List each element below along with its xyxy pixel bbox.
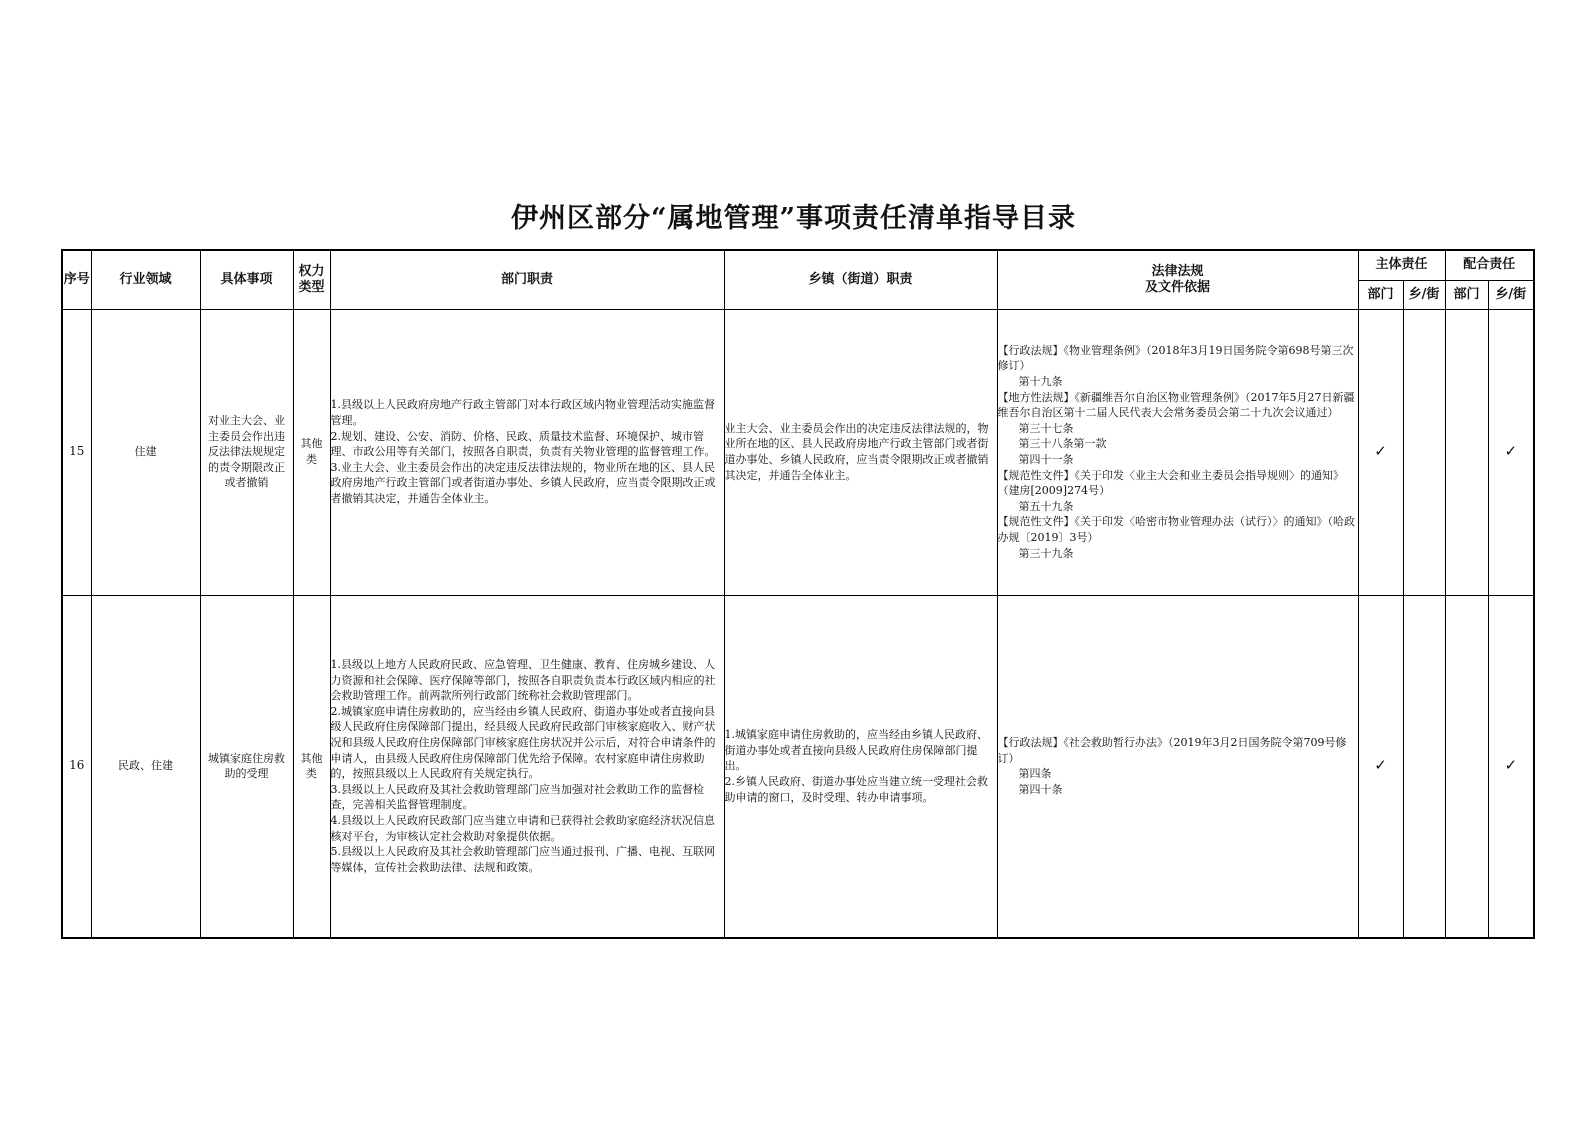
header-coop-dept: 部门 xyxy=(1445,280,1488,309)
row-dept-duty: 1.县级以上地方人民政府民政、应急管理、卫生健康、教育、住房城乡建设、人力资源和社会保障、医疗保障等部门，按照各自职责负责本行政区域内相应的社会救助管理工作。前两款所列行政部门统称社会救助管理部门。 2.城镇家庭申请住房救助的，应当经由乡镇人民政府、街道办事处或者直接向县级人民政府住房保障部门提出，经县级人民政府民政部门审核家庭收入、财产状况和县级人民政府住房保障部门审核家庭住房状况并公示后，对符合申请条件的申请人，由县级人民政府住房保障部门优先给予保障。农村家庭申请住房救助的，按照县级以上人民政府有关规定执行。 3.县级以上人民政府及其社会救助管理部门应当加强对社会救助工作的监督检查，完善相关监督管理制度。 4.县级以上人民政府民政部门应当建立申请和已获得社会救助家庭经济状况信息核对平台，为审核认定社会救助对象提供依据。 5.县级以上人民政府及其社会救助管理部门应当通过报刊、广播、电视、互联网等媒体，宣传社会救助法律、法规和政策。 xyxy=(330,595,724,938)
table-row xyxy=(62,309,1534,595)
page-title: 伊州区部分“属地管理”事项责任清单指导目录 xyxy=(510,203,1077,234)
row-seq: 16 xyxy=(62,595,91,938)
row-town-duty: 1.城镇家庭申请住房救助的，应当经由乡镇人民政府、街道办事处或者直接向县级人民政府住房保障部门提出。 2.乡镇人民政府、街道办事处应当建立统一受理社会救助申请的窗口，及时受理、转办申请事项。 xyxy=(724,595,997,938)
row-coop-dept-check xyxy=(1445,595,1488,938)
header-seq: 序号 xyxy=(62,250,91,309)
row-item: 对业主大会、业主委员会作出违反法律法规规定的责令期限改正或者撤销 xyxy=(200,309,293,595)
header-law xyxy=(997,250,1358,309)
row-law: 【行政法规】《物业管理条例》（2018年3月19日国务院令第698号第三次修订） 第十九条 【地方性法规】《新疆维吾尔自治区物业管理条例》（2017年5月27日新疆维吾尔自治区第十二届人民代表大会常务委员会第二十九次会议通过） 第三十七条 第三十八条第一款 第四十一条 【规范性文件】《关于印发〈业主大会和业主委员会指导规则〉的通知》（建房[2009]274号） 第五十九条 【规范性文件】《关于印发〈哈密市物业管理办法（试行）〉的通知》（哈政办规〔2019〕3号） 第三十九条 xyxy=(997,309,1358,595)
row-power-type: 其他类 xyxy=(293,595,330,938)
header-law-line1: 法律法规 xyxy=(1151,263,1204,279)
header-main-resp: 主体责任 xyxy=(1358,250,1445,280)
header-law-line2: 及文件依据 xyxy=(1144,279,1210,295)
row-law: 【行政法规】《社会救助暂行办法》（2019年3月2日国务院令第709号修订） 第四条 第四十条 xyxy=(997,595,1358,938)
row-main-dept-check: ✓ xyxy=(1358,309,1403,595)
header-coop-town: 乡/街 xyxy=(1488,280,1534,309)
row-coop-town-check: ✓ xyxy=(1488,309,1534,595)
row-main-dept-check: ✓ xyxy=(1358,595,1403,938)
row-main-town-check xyxy=(1403,309,1445,595)
row-dept-duty: 1.县级以上人民政府房地产行政主管部门对本行政区域内物业管理活动实施监督管理。 2.规划、建设、公安、消防、价格、民政、质量技术监督、环境保护、城市管理、市政公用等有关部门，按照各自职责，负责有关物业管理的监督管理工作。 3.业主大会、业主委员会作出的决定违反法律法规的，物业所在地的区、县人民政府房地产行政主管部门或者街道办事处、乡镇人民政府，应当责令限期改正或者撤销其决定，并通告全体业主。 xyxy=(330,309,724,595)
row-town-duty: 业主大会、业主委员会作出的决定违反法律法规的，物业所在地的区、县人民政府房地产行政主管部门或者街道办事处、乡镇人民政府，应当责令限期改正或者撤销其决定，并通告全体业主。 xyxy=(724,309,997,595)
row-item: 城镇家庭住房救助的受理 xyxy=(200,595,293,938)
header-town-duty: 乡镇（街道）职责 xyxy=(724,250,997,309)
header-coop-resp: 配合责任 xyxy=(1445,250,1534,280)
header-main-town: 乡/街 xyxy=(1403,280,1445,309)
header-industry: 行业领域 xyxy=(91,250,200,309)
header-dept-duty: 部门职责 xyxy=(330,250,724,309)
row-main-town-check xyxy=(1403,595,1445,938)
responsibility-table xyxy=(61,249,1535,939)
row-coop-town-check: ✓ xyxy=(1488,595,1534,938)
header-main-dept: 部门 xyxy=(1358,280,1403,309)
row-industry: 住建 xyxy=(91,309,200,595)
header-power-type: 权力类型 xyxy=(293,250,330,309)
row-seq: 15 xyxy=(62,309,91,595)
row-industry: 民政、住建 xyxy=(91,595,200,938)
row-power-type: 其他类 xyxy=(293,309,330,595)
header-item: 具体事项 xyxy=(200,250,293,309)
row-coop-dept-check xyxy=(1445,309,1488,595)
table-row xyxy=(62,595,1534,938)
